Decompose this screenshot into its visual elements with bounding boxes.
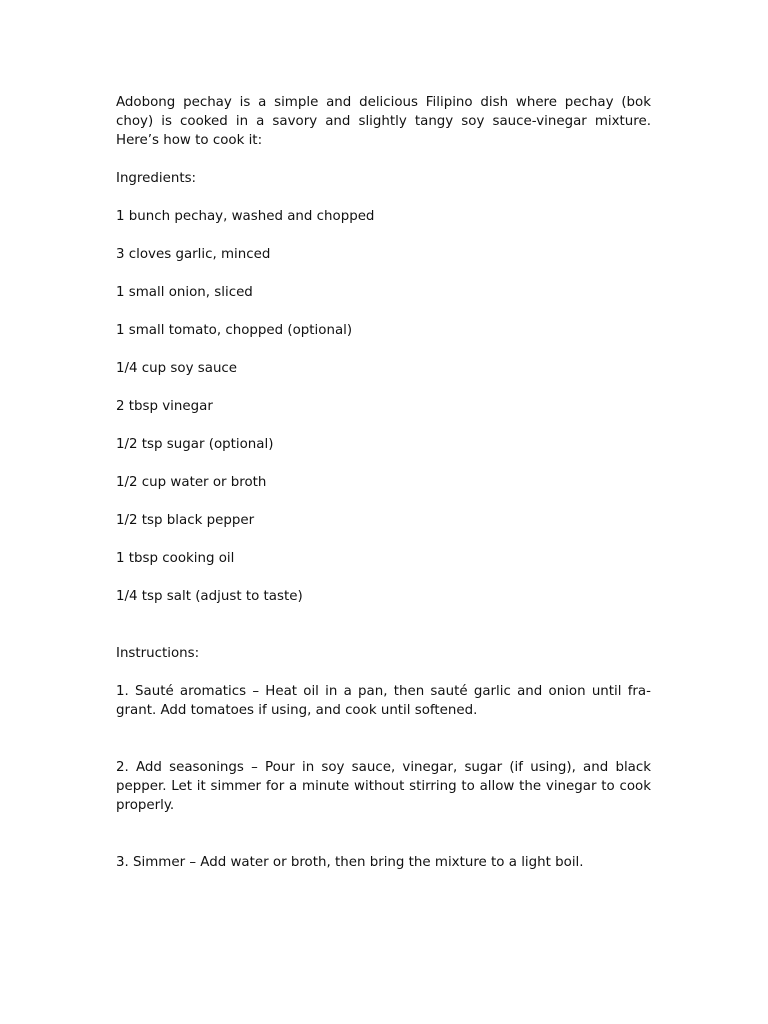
- ingredient-item: 1 small onion, sliced: [116, 285, 253, 300]
- ingredient-item: 1 tbsp cooking oil: [116, 551, 235, 566]
- ingredient-item: 1/2 tsp sugar (optional): [116, 437, 274, 452]
- instruction-step: 3. Simmer – Add water or broth, then bring the mixture to a light boil.: [116, 855, 584, 870]
- ingredient-item: 1/4 cup soy sauce: [116, 361, 238, 376]
- ingredient-item: 3 cloves garlic, minced: [116, 247, 271, 262]
- instruction-step: 2. Add seasonings – Pour in soy sauce, vinegar, sugar (if using), and black pepper. Let it simmer for a minute without stirring to allow the vinegar to cook properly.: [116, 760, 651, 813]
- ingredient-item: 1/2 cup water or broth: [116, 475, 267, 490]
- ingredient-item: 1 bunch pechay, washed and chopped: [116, 209, 375, 224]
- ingredient-item: 1/2 tsp black pepper: [116, 513, 255, 528]
- instructions-heading: Instructions:: [116, 646, 200, 661]
- ingredient-item: 1 small tomato, chopped (optional): [116, 323, 353, 338]
- document-page: [116, 93, 651, 872]
- intro-paragraph: Adobong pechay is a simple and delicious Filipino dish where pechay (bok choy) is cooked in a savory and slightly tangy soy sauce-vinegar mixture. Here’s how to cook it:: [116, 95, 651, 148]
- ingredient-item: 1/4 tsp salt (adjust to taste): [116, 589, 303, 604]
- instruction-step: 1. Sauté aromatics – Heat oil in a pan, then sauté garlic and onion until fragrant. Add tomatoes if using, and cook until softened.: [116, 684, 651, 718]
- ingredients-heading: Ingredients:: [116, 171, 197, 186]
- ingredient-item: 2 tbsp vinegar: [116, 399, 213, 414]
